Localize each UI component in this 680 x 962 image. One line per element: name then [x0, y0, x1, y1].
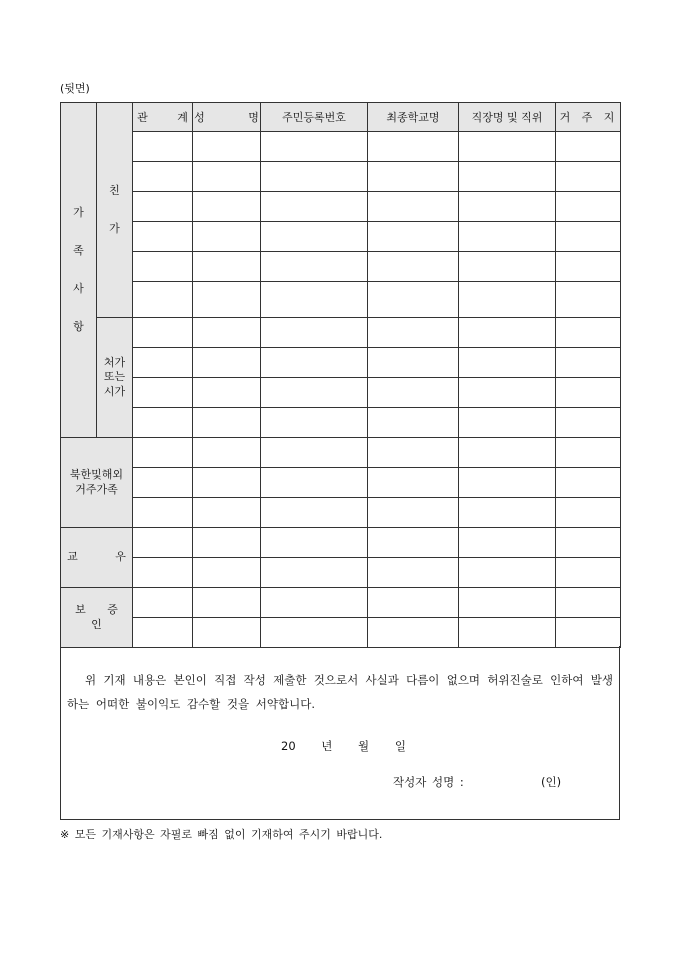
family-info-table: [60, 102, 621, 648]
field-relation[interactable]: [133, 132, 193, 162]
field-resident-number[interactable]: [261, 438, 368, 468]
field-resident-number[interactable]: [261, 408, 368, 438]
table-row: [61, 252, 621, 282]
declaration-box: [60, 646, 620, 820]
field-education[interactable]: [368, 282, 459, 318]
friends-label-text: 교 우: [67, 550, 126, 564]
field-relation[interactable]: [133, 252, 193, 282]
paternal-family-label: [97, 103, 133, 318]
field-name[interactable]: [193, 222, 261, 252]
field-workplace[interactable]: [459, 378, 556, 408]
field-relation[interactable]: [133, 498, 193, 528]
table-row: [61, 468, 621, 498]
table-row: [61, 192, 621, 222]
field-name[interactable]: [193, 408, 261, 438]
field-education[interactable]: [368, 618, 459, 648]
field-workplace[interactable]: [459, 528, 556, 558]
field-resident-number[interactable]: [261, 618, 368, 648]
family-label-char: 항: [73, 320, 84, 333]
header-resident-number: 주민등록번호: [261, 103, 368, 132]
friends-label: [61, 528, 133, 588]
field-relation[interactable]: [133, 162, 193, 192]
overseas-family-label: [61, 438, 133, 528]
field-education[interactable]: [368, 192, 459, 222]
field-address[interactable]: [556, 618, 621, 648]
table-row: [61, 162, 621, 192]
header-address: 거 주 지: [556, 103, 621, 132]
field-education[interactable]: [368, 348, 459, 378]
field-education[interactable]: [368, 162, 459, 192]
field-relation[interactable]: [133, 318, 193, 348]
field-name[interactable]: [193, 498, 261, 528]
field-address[interactable]: [556, 318, 621, 348]
paternal-label-char: 가: [109, 222, 120, 235]
in-law-family-label-text: 처가: [103, 356, 126, 370]
field-resident-number[interactable]: [261, 318, 368, 348]
field-relation[interactable]: [133, 618, 193, 648]
table-row: [61, 408, 621, 438]
field-address[interactable]: [556, 348, 621, 378]
field-workplace[interactable]: [459, 348, 556, 378]
field-address[interactable]: [556, 528, 621, 558]
field-relation[interactable]: [133, 438, 193, 468]
field-resident-number[interactable]: [261, 378, 368, 408]
in-law-family-label: [97, 318, 133, 438]
field-name[interactable]: [193, 378, 261, 408]
field-name[interactable]: [193, 192, 261, 222]
field-address[interactable]: [556, 588, 621, 618]
field-resident-number[interactable]: [261, 468, 368, 498]
signature-label: 작성자 성명 :: [393, 775, 464, 789]
family-label-char: 가: [73, 206, 84, 219]
field-workplace[interactable]: [459, 192, 556, 222]
field-relation[interactable]: [133, 348, 193, 378]
field-resident-number[interactable]: [261, 558, 368, 588]
field-education[interactable]: [368, 408, 459, 438]
field-relation[interactable]: [133, 282, 193, 318]
field-education[interactable]: [368, 528, 459, 558]
field-workplace[interactable]: [459, 558, 556, 588]
field-workplace[interactable]: [459, 162, 556, 192]
field-workplace[interactable]: [459, 408, 556, 438]
field-name[interactable]: [193, 528, 261, 558]
field-name[interactable]: [193, 588, 261, 618]
field-name[interactable]: [193, 318, 261, 348]
table-row: [61, 588, 621, 618]
field-address[interactable]: [556, 282, 621, 318]
field-name[interactable]: [193, 252, 261, 282]
field-address[interactable]: [556, 132, 621, 162]
field-address[interactable]: [556, 468, 621, 498]
in-law-family-label-text: 시가: [103, 384, 126, 398]
field-education[interactable]: [368, 252, 459, 282]
field-workplace[interactable]: [459, 318, 556, 348]
overseas-family-label-text: 거주가족: [75, 482, 118, 496]
header-workplace: 직장명 및 직위: [459, 103, 556, 132]
field-workplace[interactable]: [459, 222, 556, 252]
field-resident-number[interactable]: [261, 132, 368, 162]
table-row: [61, 348, 621, 378]
family-label-char: 사: [73, 282, 84, 295]
header-relation: 관 계: [133, 103, 193, 132]
field-education[interactable]: [368, 498, 459, 528]
table-row: [61, 132, 621, 162]
field-workplace[interactable]: [459, 132, 556, 162]
field-education[interactable]: [368, 318, 459, 348]
field-workplace[interactable]: [459, 468, 556, 498]
field-relation[interactable]: [133, 588, 193, 618]
in-law-family-label-text: 또는: [103, 370, 126, 384]
field-education[interactable]: [368, 222, 459, 252]
table-row: [61, 528, 621, 558]
field-name[interactable]: [193, 132, 261, 162]
paternal-label-char: 친: [109, 184, 120, 197]
guarantor-label-text: 보 증 인: [75, 603, 118, 631]
field-address[interactable]: [556, 498, 621, 528]
field-resident-number[interactable]: [261, 588, 368, 618]
field-education[interactable]: [368, 468, 459, 498]
field-education[interactable]: [368, 132, 459, 162]
back-side-label: (뒷면): [60, 82, 90, 95]
field-relation[interactable]: [133, 378, 193, 408]
field-workplace[interactable]: [459, 498, 556, 528]
field-name[interactable]: [193, 438, 261, 468]
footnote: ※ 모든 기재사항은 자필로 빠짐 없이 기재하여 주시기 바랍니다.: [60, 828, 383, 841]
date-line: 20 년 월 일: [281, 739, 406, 753]
field-name[interactable]: [193, 468, 261, 498]
field-education[interactable]: [368, 588, 459, 618]
field-address[interactable]: [556, 252, 621, 282]
field-education[interactable]: [368, 558, 459, 588]
seal-label: (인): [541, 775, 562, 789]
field-resident-number[interactable]: [261, 498, 368, 528]
family-section-label: [61, 103, 97, 438]
table-row: [61, 282, 621, 318]
field-workplace[interactable]: [459, 438, 556, 468]
field-resident-number[interactable]: [261, 252, 368, 282]
field-education[interactable]: [368, 378, 459, 408]
guarantor-label: [61, 588, 133, 648]
field-name[interactable]: [193, 558, 261, 588]
field-resident-number[interactable]: [261, 348, 368, 378]
field-address[interactable]: [556, 558, 621, 588]
field-resident-number[interactable]: [261, 528, 368, 558]
declaration-text: 위 기재 내용은 본인이 직접 작성 제출한 것으로서 사실과 다름이 없으며 허위진술로 인하여 발생하는 어떠한 불이익도 감수할 것을 서약합니다.: [67, 673, 613, 711]
field-resident-number[interactable]: [261, 162, 368, 192]
field-relation[interactable]: [133, 528, 193, 558]
field-address[interactable]: [556, 378, 621, 408]
header-name: 성 명: [193, 103, 261, 132]
field-relation[interactable]: [133, 558, 193, 588]
field-name[interactable]: [193, 618, 261, 648]
signature-line: [393, 774, 562, 790]
field-name[interactable]: [193, 348, 261, 378]
field-education[interactable]: [368, 438, 459, 468]
field-relation[interactable]: [133, 222, 193, 252]
overseas-family-label-text: 북한및해외: [69, 468, 124, 482]
table-row: [61, 378, 621, 408]
field-resident-number[interactable]: [261, 282, 368, 318]
field-resident-number[interactable]: [261, 222, 368, 252]
field-relation[interactable]: [133, 192, 193, 222]
field-resident-number[interactable]: [261, 192, 368, 222]
field-address[interactable]: [556, 438, 621, 468]
field-relation[interactable]: [133, 468, 193, 498]
table-row: [61, 618, 621, 648]
family-label-char: 족: [73, 244, 84, 257]
field-address[interactable]: [556, 162, 621, 192]
field-address[interactable]: [556, 222, 621, 252]
header-education: 최종학교명: [368, 103, 459, 132]
field-workplace[interactable]: [459, 252, 556, 282]
table-row: [61, 318, 621, 348]
table-row: [61, 438, 621, 468]
table-row: [61, 558, 621, 588]
field-name[interactable]: [193, 162, 261, 192]
table-row: [61, 498, 621, 528]
field-relation[interactable]: [133, 408, 193, 438]
field-address[interactable]: [556, 192, 621, 222]
field-workplace[interactable]: [459, 588, 556, 618]
field-name[interactable]: [193, 282, 261, 318]
field-workplace[interactable]: [459, 618, 556, 648]
field-workplace[interactable]: [459, 282, 556, 318]
field-address[interactable]: [556, 408, 621, 438]
table-row: [61, 222, 621, 252]
